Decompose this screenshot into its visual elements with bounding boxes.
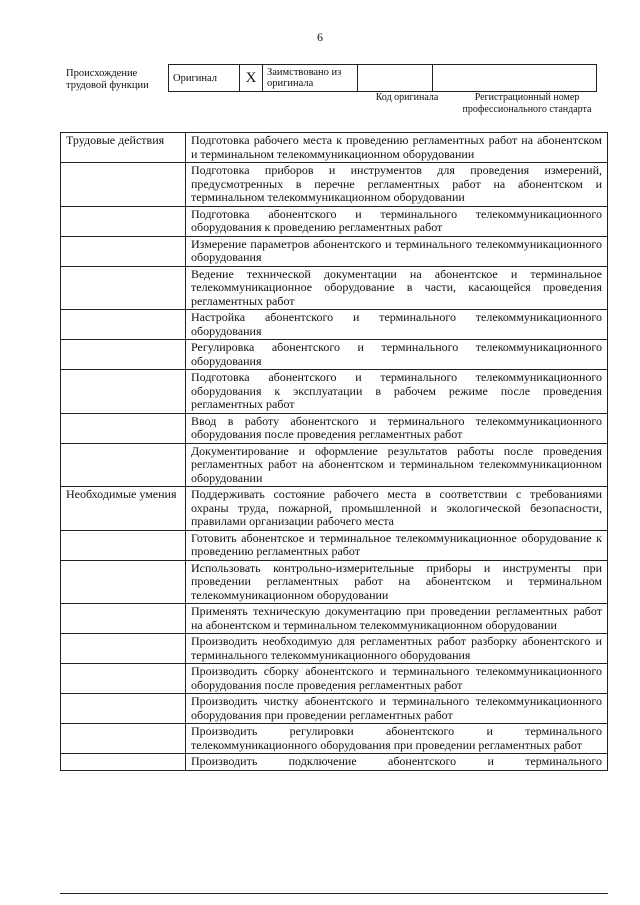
page-bottom-border [60,893,608,894]
table-cell-item: Производить подключение абонентского и терминального [186,754,608,771]
section-title-continuation [61,443,186,487]
section-title-continuation [61,310,186,340]
table-cell-item: Подготовка приборов и инструментов для проведения измерений, предусмотренных в перечне регламентных работ на абонентском и терминальном телекоммуникационном оборудовании [186,163,608,207]
origin-original-cell: Оригинал [169,65,240,92]
table-cell-item: Производить необходимую для регламентных работ разборку абонентского и терминального телекоммуникационного оборудования [186,634,608,664]
table-row [61,634,608,664]
section-title-continuation [61,694,186,724]
labor-function-table [60,132,608,771]
section-title-continuation [61,754,186,771]
table-row [61,310,608,340]
reg-number-caption: Регистрационный номер профессионального стандарта [462,92,592,115]
table-cell-item: Производить чистку абонентского и терминального телекоммуникационного оборудования при проведении регламентных работ [186,694,608,724]
origin-label [66,68,149,92]
table-row [61,664,608,694]
table-row [61,206,608,236]
table-row [61,370,608,414]
origin-label-line2: трудовой функции [66,80,149,91]
table-cell-item: Подготовка абонентского и терминального телекоммуникационного оборудования к проведению регламентных работ [186,206,608,236]
table-row [61,266,608,310]
table-row [61,754,608,771]
table-cell-item: Ввод в работу абонентского и терминального телекоммуникационного оборудования после проведения регламентных работ [186,413,608,443]
section-title-continuation [61,724,186,754]
section-title-continuation [61,530,186,560]
section-title-continuation [61,340,186,370]
section-title-continuation [61,634,186,664]
section-title-continuation [61,236,186,266]
section-title-continuation [61,206,186,236]
section-title-continuation [61,266,186,310]
table-cell-item: Документирование и оформление результатов работы после проведения регламентных работ на абонентском и терминальном телекоммуникационном оборудовании [186,443,608,487]
origin-borrowed-cell: Заимствовано из оригинала [263,65,358,92]
table-row [61,604,608,634]
origin-code-cell [358,65,433,92]
section-title: Необходимые умения [61,487,186,531]
table-row [61,163,608,207]
table-row [61,487,608,531]
table-cell-item: Измерение параметров абонентского и терминального телекоммуникационного оборудования [186,236,608,266]
section-title-continuation [61,560,186,604]
origin-label-line1: Происхождение [66,68,138,79]
table-cell-item: Готовить абонентское и терминальное телекоммуникационное оборудование к проведению регламентных работ [186,530,608,560]
table-cell-item: Использовать контрольно-измерительные приборы и инструменты при проведении регламентных работ на абонентском и терминальном телекоммуникационном оборудовании [186,560,608,604]
table-cell-item: Производить регулировки абонентского и терминального телекоммуникационного оборудования при проведении регламентных работ [186,724,608,754]
section-title-continuation [61,370,186,414]
table-row [61,694,608,724]
section-title-continuation [61,604,186,634]
section-title-continuation [61,664,186,694]
table-cell-item: Подготовка рабочего места к проведению регламентных работ на абонентском и терминальном телекоммуникационном оборудовании [186,133,608,163]
table-row [61,530,608,560]
table-cell-item: Производить сборку абонентского и терминального телекоммуникационного оборудования после проведения регламентных работ [186,664,608,694]
table-row [61,413,608,443]
section-title-continuation [61,163,186,207]
origin-mark-cell: X [240,65,263,92]
table-row [61,236,608,266]
table-cell-item: Настройка абонентского и терминального телекоммуникационного оборудования [186,310,608,340]
origin-reg-number-cell [433,65,597,92]
table-row [61,340,608,370]
table-row [61,443,608,487]
table-cell-item: Регулировка абонентского и терминального телекоммуникационного оборудования [186,340,608,370]
table-cell-item: Ведение технической документации на абонентское и терминальное телекоммуникационное оборудование в части, касающейся проведения регламентных работ [186,266,608,310]
section-title-continuation [61,413,186,443]
table-cell-item: Подготовка абонентского и терминального телекоммуникационного оборудования к эксплуатации в рабочем режиме после проведения регламентных работ [186,370,608,414]
table-cell-item: Поддерживать состояние рабочего места в соответствии с требованиями охраны труда, пожарной, промышленной и экологической безопасности, правилами организации рабочего места [186,487,608,531]
table-row [61,724,608,754]
table-row [61,560,608,604]
table-row [61,133,608,163]
code-caption: Код оригинала [375,92,439,103]
page-number: 6 [317,30,323,44]
origin-table [168,64,597,92]
table-cell-item: Применять техническую документацию при проведении регламентных работ на абонентском и терминальном телекоммуникационном оборудовании [186,604,608,634]
section-title: Трудовые действия [61,133,186,163]
